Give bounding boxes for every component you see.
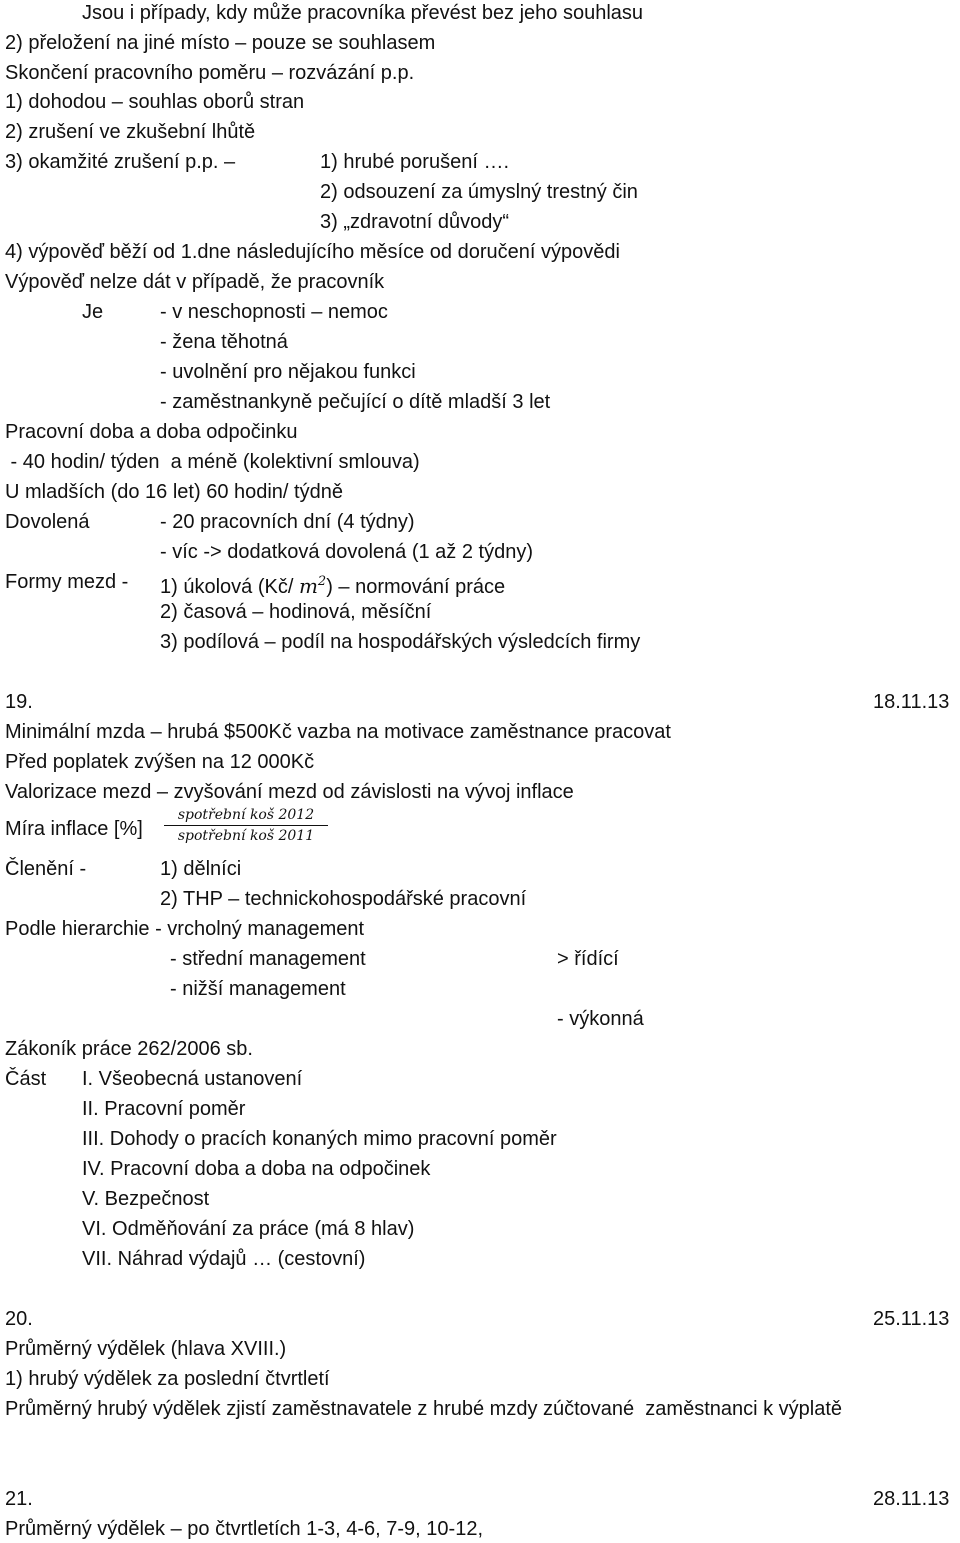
text-line: > řídící bbox=[557, 948, 619, 970]
text-line: Je bbox=[82, 301, 104, 323]
math-exponent: 2 bbox=[317, 574, 327, 589]
text-segment: 1) úkolová (Kč/ bbox=[160, 576, 299, 598]
section-number: 21. bbox=[5, 1488, 33, 1510]
text-line: Průměrný výdělek – po čtvrtletích 1-3, 4-6, 7-9, 10-12, bbox=[5, 1518, 483, 1540]
text-line: 2) časová – hodinová, měsíční bbox=[160, 601, 432, 623]
text-line: Zákoník práce 262/2006 sb. bbox=[5, 1038, 253, 1060]
text-line: VI. Odměňování za práce (má 8 hlav) bbox=[82, 1218, 415, 1240]
text-line bbox=[160, 569, 506, 598]
text-line: - 40 hodin/ týden a méně (kolektivní smlouva) bbox=[5, 451, 420, 473]
section-date: 28.11.13 bbox=[873, 1488, 950, 1510]
text-line: 2) zrušení ve zkušební lhůtě bbox=[5, 121, 256, 143]
text-line: Formy mezd - bbox=[5, 571, 129, 593]
text-line: - víc -> dodatková dovolená (1 až 2 týdny) bbox=[160, 541, 533, 563]
text-line: Výpověď nelze dát v případě, že pracovník bbox=[5, 271, 385, 293]
text-line: - výkonná bbox=[557, 1008, 644, 1030]
fraction-bar bbox=[164, 825, 328, 826]
inflation-fraction bbox=[164, 806, 328, 845]
text-line: Valorizace mezd – zvyšování mezd od závislosti na vývoj inflace bbox=[5, 781, 574, 803]
section-date: 18.11.13 bbox=[873, 691, 950, 713]
text-line: Skončení pracovního poměru – rozvázání p.p. bbox=[5, 62, 415, 84]
text-line: - uvolnění pro nějakou funkci bbox=[160, 361, 416, 383]
text-line: IV. Pracovní doba a doba na odpočinek bbox=[82, 1158, 431, 1180]
math-variable: m bbox=[298, 574, 318, 598]
fraction-denominator: spotřební koš 2011 bbox=[177, 828, 315, 844]
text-line: - v neschopnosti – nemoc bbox=[160, 301, 388, 323]
text-line: U mladších (do 16 let) 60 hodin/ týdně bbox=[5, 481, 343, 503]
text-line: 3) „zdravotní důvody“ bbox=[320, 211, 509, 233]
text-line: 1) hrubé porušení …. bbox=[320, 151, 509, 173]
text-line: - střední management bbox=[170, 948, 366, 970]
fraction-numerator: spotřební koš 2012 bbox=[177, 807, 315, 823]
text-line: Před poplatek zvýšen na 12 000Kč bbox=[5, 751, 315, 773]
text-line: III. Dohody o pracích konaných mimo pracovní poměr bbox=[82, 1128, 557, 1150]
text-line: 1) dohodou – souhlas oborů stran bbox=[5, 91, 305, 113]
text-line: Průměrný hrubý výdělek zjistí zaměstnavatele z hrubé mzdy zúčtované zaměstnanci k výplatě bbox=[5, 1398, 843, 1420]
text-line: VII. Náhrad výdajů … (cestovní) bbox=[82, 1248, 366, 1270]
text-line: Členění - bbox=[5, 858, 87, 880]
text-line: Část bbox=[5, 1068, 47, 1090]
text-line: 3) podílová – podíl na hospodářských výsledcích firmy bbox=[160, 631, 641, 653]
text-line: - nižší management bbox=[170, 978, 346, 1000]
text-line: Minimální mzda – hrubá $500Kč vazba na motivace zaměstnance pracovat bbox=[5, 721, 671, 743]
text-line: - 20 pracovních dní (4 týdny) bbox=[160, 511, 415, 533]
text-line: Pracovní doba a doba odpočinku bbox=[5, 421, 298, 443]
section-date: 25.11.13 bbox=[873, 1308, 950, 1330]
text-line: 1) hrubý výdělek za poslední čtvrtletí bbox=[5, 1368, 330, 1390]
text-line: Míra inflace [%] bbox=[5, 818, 143, 840]
text-line: I. Všeobecná ustanovení bbox=[82, 1068, 303, 1090]
section-number: 19. bbox=[5, 691, 33, 713]
text-line: 2) odsouzení za úmyslný trestný čin bbox=[320, 181, 638, 203]
text-line: Průměrný výdělek (hlava XVIII.) bbox=[5, 1338, 287, 1360]
text-line: 2) THP – technickohospodářské pracovní bbox=[160, 888, 527, 910]
text-line: V. Bezpečnost bbox=[82, 1188, 210, 1210]
text-line: Dovolená bbox=[5, 511, 90, 533]
text-line: 4) výpověď běží od 1.dne následujícího měsíce od doručení výpovědi bbox=[5, 241, 620, 263]
text-segment: ) – normování práce bbox=[326, 576, 506, 598]
text-line: 2) přeložení na jiné místo – pouze se souhlasem bbox=[5, 32, 436, 54]
text-line: II. Pracovní poměr bbox=[82, 1098, 246, 1120]
section-number: 20. bbox=[5, 1308, 33, 1330]
text-line: - zaměstnankyně pečující o dítě mladší 3 let bbox=[160, 391, 551, 413]
text-line: 1) dělníci bbox=[160, 858, 242, 880]
text-line: Podle hierarchie - vrcholný management bbox=[5, 918, 365, 940]
text-line: Jsou i případy, kdy může pracovníka převést bez jeho souhlasu bbox=[82, 2, 644, 24]
text-line: - žena těhotná bbox=[160, 331, 288, 353]
text-line: 3) okamžité zrušení p.p. – bbox=[5, 151, 236, 173]
